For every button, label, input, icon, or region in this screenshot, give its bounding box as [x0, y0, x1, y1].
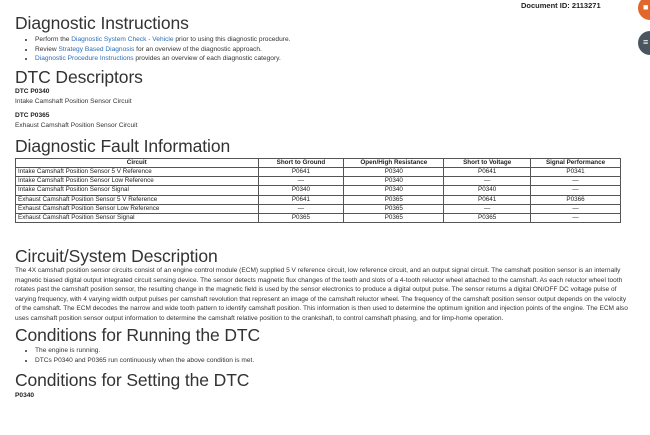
side-action-button-menu[interactable]	[638, 31, 650, 55]
table-cell: Exhaust Camshaft Position Sensor 5 V Reference	[16, 195, 259, 204]
list-item: • Diagnostic Procedure Instructions provides an overview of each diagnostic category.	[35, 54, 630, 64]
table-cell: —	[258, 204, 344, 213]
table-cell: P0641	[444, 167, 531, 176]
menu-icon: ≡	[643, 37, 649, 47]
bookmark-icon: ■	[643, 2, 649, 12]
dtc-code: DTC P0340	[15, 87, 50, 95]
link-strategy-based-diagnosis[interactable]: Strategy Based Diagnosis	[58, 45, 135, 53]
document-body	[15, 13, 630, 400]
table-cell: P0365	[444, 214, 531, 223]
table-cell: P0340	[344, 167, 444, 176]
table-cell: P0365	[344, 214, 444, 223]
table-cell: Intake Camshaft Position Sensor Signal	[16, 186, 259, 195]
table-cell: P0641	[444, 195, 531, 204]
column-header: Circuit	[16, 158, 259, 167]
link-procedure-instructions[interactable]: Diagnostic Procedure Instructions	[35, 55, 134, 63]
table-cell: Intake Camshaft Position Sensor Low Reference	[16, 177, 259, 186]
column-header: Signal Performance	[531, 158, 621, 167]
list-item: • Perform the Diagnostic System Check - Vehicle prior to using this diagnostic procedure.	[35, 35, 630, 45]
dtc-description: Intake Camshaft Position Sensor Circuit	[15, 97, 132, 105]
table-cell: P0340	[258, 186, 344, 195]
table-cell: —	[531, 204, 621, 213]
instructions-list	[15, 35, 630, 64]
table-cell: Exhaust Camshaft Position Sensor Low Reference	[16, 204, 259, 213]
table-cell: P0340	[344, 186, 444, 195]
document-id: Document ID: 2113271	[521, 1, 601, 10]
column-header: Short to Ground	[258, 158, 344, 167]
list-item: • DTCs P0340 and P0365 run continuously when the above condition is met.	[35, 356, 630, 366]
section-title-circuit-description: Circuit/System Description	[15, 246, 218, 267]
dtc-descriptor	[15, 87, 630, 106]
side-action-button-top[interactable]	[638, 0, 650, 20]
table-row	[16, 177, 621, 186]
dtc-code: P0340	[15, 391, 35, 399]
dtc-description: Exhaust Camshaft Position Sensor Circuit	[15, 121, 138, 129]
table-cell: Intake Camshaft Position Sensor 5 V Reference	[16, 167, 259, 176]
fault-table	[15, 158, 621, 223]
table-cell: P0365	[344, 195, 444, 204]
table-row	[16, 214, 621, 223]
table-row	[16, 186, 621, 195]
section-title-conditions-running: Conditions for Running the DTC	[15, 325, 261, 346]
column-header: Short to Voltage	[444, 158, 531, 167]
section-title-fault-info: Diagnostic Fault Information	[15, 135, 231, 156]
link-system-check[interactable]: Diagnostic System Check - Vehicle	[71, 36, 174, 43]
section-title-descriptors: DTC Descriptors	[15, 66, 143, 87]
table-cell: P0641	[258, 195, 344, 204]
table-cell: —	[258, 177, 344, 186]
column-header: Open/High Resistance	[344, 158, 444, 167]
table-cell: P0365	[258, 214, 344, 223]
table-cell: P0340	[444, 186, 531, 195]
dtc-code: DTC P0365	[15, 111, 50, 119]
table-row	[16, 204, 621, 213]
table-header-row	[16, 158, 621, 167]
table-cell: P0641	[258, 167, 344, 176]
table-cell: P0365	[344, 204, 444, 213]
list-item: • Review Strategy Based Diagnosis for an overview of the diagnostic approach.	[35, 45, 630, 55]
table-cell: —	[444, 204, 531, 213]
circuit-description-text: The 4X camshaft position sensor circuits consist of an engine control module (ECM) supplied 5 V reference circuit, low reference circuit, and an output signal circuit. The camshaft position sensor is an internally magnetic biased digital output integrated circuit sensing device. The sensor detects magnetic flux changes of the teeth and slots of a 4-tooth reluctor wheel attached to the camshaft. As each reluctor wheel tooth rotates past the camshaft position sensor, the resulting change in the magnetic field is used by the sensor electronics to produce a digital output pulse. The sensor returns a digital ON/OFF DC voltage pulse of varying frequency, with 4 varying width output pulses per camshaft revolution that represent an image of the camshaft reluctor wheel. The frequency of the camshaft position sensor output depends on the velocity of the camshaft. The ECM decodes the narrow and wide tooth pattern to identify camshaft position. This information is then used to determine the optimum ignition and injection points of the engine. The ECM also uses camshaft position sensor output information to determine the camshaft relative position to the crankshaft, to control camshaft phasing, and for limp-home operation.	[15, 267, 628, 322]
dtc-descriptor	[15, 111, 630, 130]
table-cell: P0340	[344, 177, 444, 186]
table-cell: P0366	[531, 195, 621, 204]
table-cell: —	[531, 214, 621, 223]
table-cell: —	[444, 177, 531, 186]
table-cell: Exhaust Camshaft Position Sensor Signal	[16, 214, 259, 223]
section-title-conditions-setting: Conditions for Setting the DTC	[15, 369, 250, 390]
table-row	[16, 195, 621, 204]
table-cell: —	[531, 177, 621, 186]
table-row	[16, 167, 621, 176]
list-item: • The engine is running.	[35, 346, 630, 356]
conditions-running-list	[15, 346, 630, 365]
table-cell: P0341	[531, 167, 621, 176]
table-cell: —	[531, 186, 621, 195]
section-title-instructions: Diagnostic Instructions	[15, 13, 189, 33]
